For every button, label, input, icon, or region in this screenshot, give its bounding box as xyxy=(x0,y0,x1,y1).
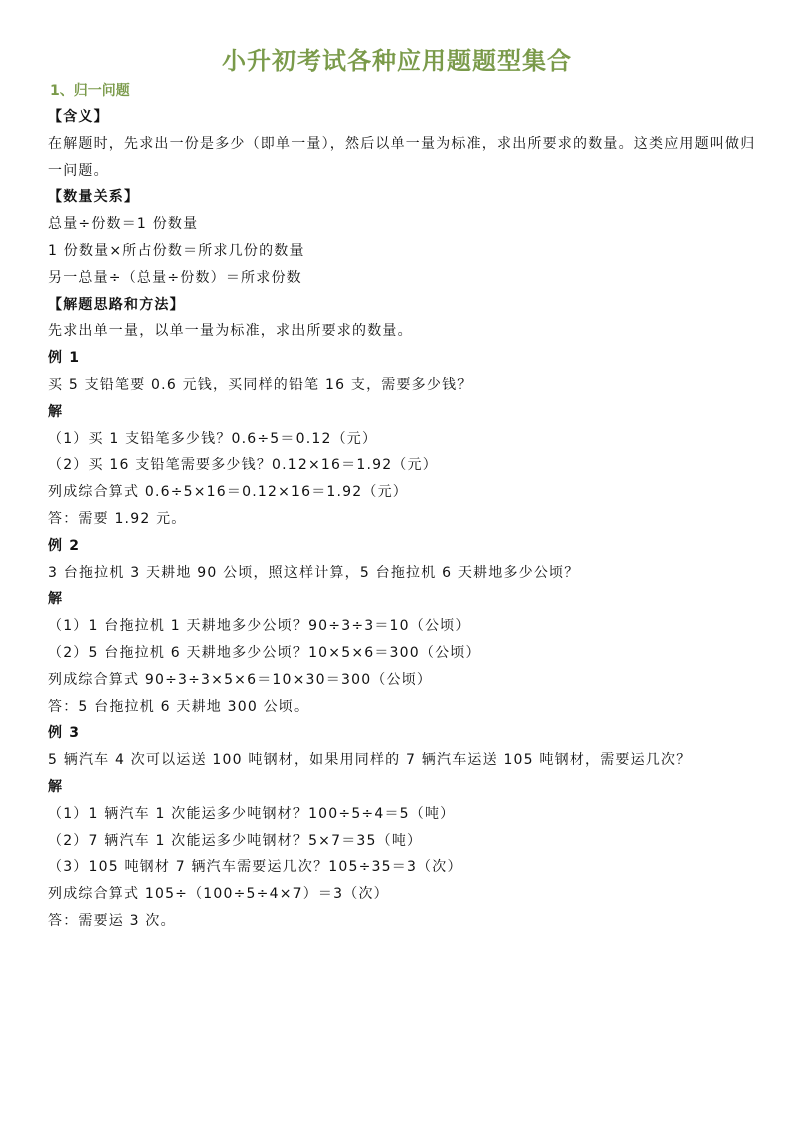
text-line: 5 辆汽车 4 次可以运送 100 吨钢材，如果用同样的 7 辆汽车运送 105 吨钢材，需要运几次？ xyxy=(48,752,692,769)
heading-line: 【数量关系】 xyxy=(48,189,140,206)
text-line: 1 份数量×所占份数＝所求几份的数量 xyxy=(48,242,305,259)
text-line: （1）买 1 支铅笔多少钱？0.6÷5＝0.12（元） xyxy=(48,430,378,447)
text-line: 先求出单一量，以单一量为标准，求出所要求的数量。 xyxy=(48,323,413,340)
heading-line: 【含义】 xyxy=(48,109,109,125)
text-line: （2）5 台拖拉机 6 天耕地多少公顷？10×5×6＝300（公顷） xyxy=(48,644,481,661)
text-line: 列成综合算式 0.6÷5×16＝0.12×16＝1.92（元） xyxy=(48,484,408,501)
text-line: 列成综合算式 105÷（100÷5÷4×7）＝3（次） xyxy=(48,886,389,903)
document-title: 小升初考试各种应用题题型集合 xyxy=(222,47,572,75)
heading-line: 例 1 xyxy=(48,350,81,367)
heading-line: 解 xyxy=(48,778,64,795)
text-line: 3 台拖拉机 3 天耕地 90 公顷，照这样计算，5 台拖拉机 6 天耕地多少公顷？ xyxy=(48,564,580,581)
text-line: 买 5 支铅笔要 0.6 元钱，买同样的铅笔 16 支，需要多少钱？ xyxy=(48,376,473,393)
text-line: 答：需要运 3 次。 xyxy=(48,912,176,929)
text-line: 另一总量÷（总量÷份数）＝所求份数 xyxy=(48,269,302,286)
section-heading: 1、归一问题 xyxy=(50,83,130,99)
text-line: （2）买 16 支铅笔需要多少钱？0.12×16＝1.92（元） xyxy=(48,457,438,474)
document-body xyxy=(48,104,758,935)
text-line: 列成综合算式 90÷3÷3×5×6＝10×30＝300（公顷） xyxy=(48,671,433,688)
heading-line: 解 xyxy=(48,591,64,608)
text-line: （1）1 台拖拉机 1 天耕地多少公顷？90÷3÷3＝10（公顷） xyxy=(48,618,471,635)
text-line: 总量÷份数＝1 份数量 xyxy=(48,216,199,233)
text-line: （2）7 辆汽车 1 次能运多少吨钢材？5×7＝35（吨） xyxy=(48,832,423,849)
heading-line: 例 2 xyxy=(48,537,81,554)
heading-line: 解 xyxy=(48,403,64,420)
text-line: 答：5 台拖拉机 6 天耕地 300 公顷。 xyxy=(48,698,310,715)
text-line: （3）105 吨钢材 7 辆汽车需要运几次？105÷35＝3（次） xyxy=(48,859,463,876)
text-line: 答：需要 1.92 元。 xyxy=(48,510,187,527)
heading-line: 【解题思路和方法】 xyxy=(48,296,185,313)
heading-line: 例 3 xyxy=(48,725,81,742)
text-line: 在解题时，先求出一份是多少（即单一量），然后以单一量为标准，求出所要求的数量。这类应用题叫做归一问题。 xyxy=(48,135,756,179)
text-line: （1）1 辆汽车 1 次能运多少吨钢材？100÷5÷4＝5（吨） xyxy=(48,805,456,822)
